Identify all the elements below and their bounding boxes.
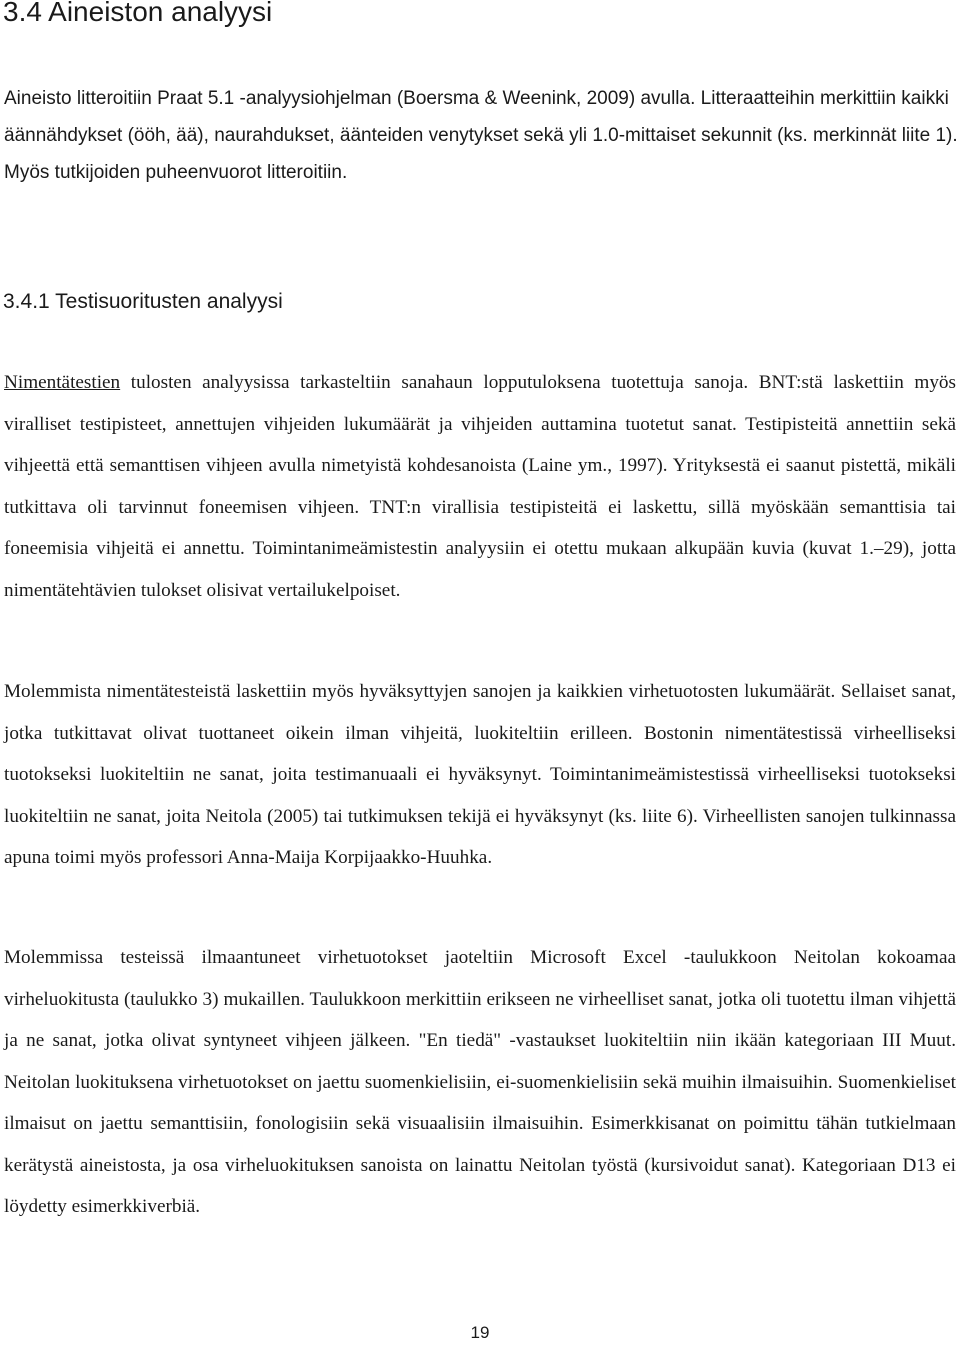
- subsection-heading: 3.4.1 Testisuoritusten analyysi: [3, 290, 283, 313]
- paragraph-1-text: tulosten analyysissa tarkasteltiin sanahaun lopputuloksena tuotettuja sanoja. BNT:stä laskettiin myös viralliset testipisteet, annettujen vihjeiden lukumäärät ja vihjeiden auttamina tuotetut sanat. Testipisteitä annettiin sekä vihjeettä että semanttisen vihjeen avulla nimetyistä kohdesanoista (Laine ym., 1997). Yrityksestä ei saanut pistettä, mikäli tutkittava oli tarvinnut foneemisen vihjeen. TNT:n virallisia testipisteitä ei laskettu, sillä myöskään semanttisia tai foneemisia vihjeitä ei annettu. Toimintanimeämistestin analyysiin ei otettu mukaan alkupään kuvia (kuvat 1.–29), jotta nimentätehtävien tulokset olisivat vertailukelpoiset.: [4, 372, 956, 601]
- page-number: 19: [470, 1323, 490, 1342]
- section-paragraph: Aineisto litteroitiin Praat 5.1 -analyysiohjelman (Boersma & Weenink, 2009) avulla. Litteraatteihin merkittiin kaikki äännähdykset (ööh, ää), naurahdukset, äänteiden venytykset sekä yli 1.0-mittaiset sekunnit (ks. merkinnät liite 1). Myös tutkijoiden puheenvuorot litteroitiin.: [4, 88, 958, 183]
- subsection-paragraph-3: Molemmissa testeissä ilmaantuneet virhetuotokset jaoteltiin Microsoft Excel -taulukkoon Neitolan kokoamaa virheluokitusta (taulukko 3) mukaillen. Taulukkoon merkittiin erikseen ne virheelliset sanat, jotka oli tuotettu ilman vihjettä ja ne sanat, jotka olivat syntyneet vihjeen jälkeen. "En tiedä" -vastaukset luokiteltiin niin ikään kategoriaan III Muut. Neitolan luokituksena virhetuotokset on jaettu suomenkielisiin, ei-suomenkielisiin sekä muihin ilmaisuihin. Suomenkieliset ilmaisut on jaettu semanttisiin, fonologisiin sekä visuaalisiin ilmaisuihin. Esimerkkisanat on poimittu tähän tutkielmaan kerätystä aineistosta, ja osa virheluokituksen sanoista on lainattu Neitolan työstä (kursivoidut sanat). Kategoriaan D13 ei löydetty esimerkkiverbiä.: [4, 947, 956, 1217]
- subsection-paragraph-1: [4, 362, 956, 611]
- underlined-term: Nimentätestien: [4, 372, 121, 393]
- section-heading: 3.4 Aineiston analyysi: [3, 0, 273, 27]
- subsection-paragraph-2: Molemmista nimentätesteistä laskettiin myös hyväksyttyjen sanojen ja kaikkien virhetuotosten lukumäärät. Sellaiset sanat, jotka tutkittavat olivat tuottaneet oikein ilman vihjeitä, luokiteltiin erilleen. Bostonin nimentätestissä virheelliseksi tuotokseksi luokiteltiin ne sanat, joita testimanuaali ei hyväksynyt. Toimintanimeämistestissä virheelliseksi tuotokseksi luokiteltiin ne sanat, joita Neitola (2005) tai tutkimuksen tekijä ei hyväksynyt (ks. liite 6). Virheellisten sanojen tulkinnassa apuna toimi myös professori Anna-Maija Korpijaakko-Huuhka.: [4, 681, 956, 868]
